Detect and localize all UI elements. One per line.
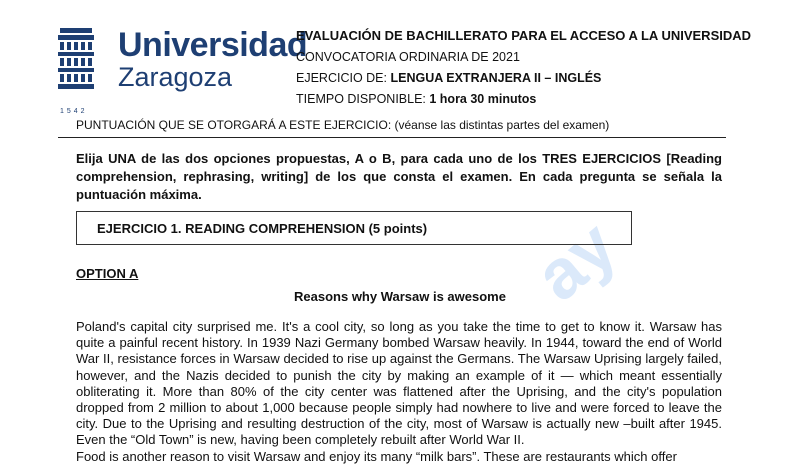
paragraph-2: Food is another reason to visit Warsaw and enjoy its many “milk bars”. These are restaurants which offer <box>76 448 677 464</box>
paragraph-1: Poland's capital city surprised me. It's a cool city, so long as you take the time to get to know it. Warsaw has quite a painful recent history. In 1939 Nazi Germany bombed Warsaw heavily. In 1944, toward the end of World War II, resistance forces in Warsaw decided to rise up against the Germans. The Warsaw Uprising largely failed, however, and the Nazis decided to punish the city by making an example of it — which meant essentially obliterating it. More than 80% of the city center was flattened after the Uprising, and the city's population dropped from 2 million to about 1,000 because people simply had nowhere to live and were forced to leave the city. Due to the Uprising and resulting destruction of the city, most of Warsaw is actually new –built after 1945. Even the “Old Town” is new, having been completely rebuilt after World War II. <box>76 319 722 448</box>
exam-title: EVALUACIÓN DE BACHILLERATO PARA EL ACCESO A LA UNIVERSIDAD <box>296 28 752 43</box>
exercise-label: EJERCICIO DE: <box>296 71 391 85</box>
logo-word-universidad: Universidad <box>118 26 308 64</box>
article-title: Reasons why Warsaw is awesome <box>294 289 506 304</box>
points-line: PUNTUACIÓN QUE SE OTORGARÁ A ESTE EJERCICIO: (véanse las distintas partes del examen) <box>76 118 610 132</box>
exercise-line <box>296 71 601 85</box>
logo-year: 1542 <box>60 108 88 115</box>
convocatoria: CONVOCATORIA ORDINARIA DE 2021 <box>296 50 520 64</box>
exercise-box <box>76 211 632 245</box>
article-body <box>76 319 722 465</box>
divider <box>58 137 726 138</box>
logo-word-zaragoza: Zaragoza <box>118 62 233 92</box>
instructions: Elija UNA de las dos opciones propuestas, A o B, para cada uno de los TRES EJERCICIOS [Reading comprehension, rephrasing, writing] de los que consta el examen. En cada pregunta se señala la puntuación máxima. <box>76 151 722 202</box>
time-value: 1 hora 30 minutos <box>429 92 537 106</box>
watermark: ay <box>520 205 631 316</box>
university-logo <box>50 24 308 115</box>
university-emblem-icon <box>54 24 98 100</box>
option-heading: OPTION A <box>76 266 139 281</box>
time-line <box>296 92 536 106</box>
exercise-value: LENGUA EXTRANJERA II – INGLÉS <box>390 71 602 85</box>
time-label: TIEMPO DISPONIBLE: <box>296 92 430 106</box>
exercise-box-label: EJERCICIO 1. READING COMPREHENSION (5 points) <box>97 221 428 236</box>
